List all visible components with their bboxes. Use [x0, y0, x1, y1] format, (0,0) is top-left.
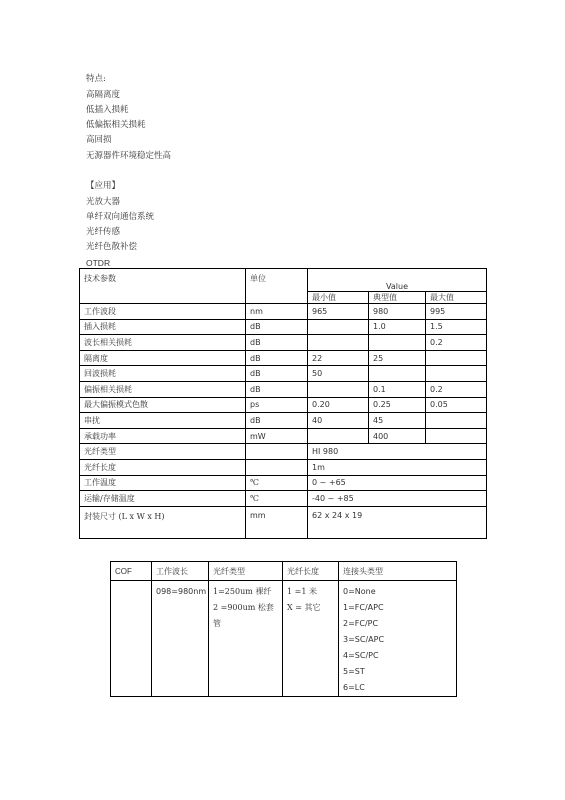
unit-cell: dB	[246, 381, 308, 397]
param-cell: 工作温度	[80, 475, 246, 491]
fiber-type-option: 1=250um 裸纤	[213, 587, 272, 596]
max-cell: 995	[426, 304, 487, 320]
typ-cell	[369, 366, 426, 382]
feature-item: 无源器件环境稳定性高	[86, 151, 172, 161]
param-cell: 偏振相关损耗	[80, 381, 246, 397]
application-item: OTDR	[86, 258, 111, 268]
value-cell: HI 980	[308, 444, 487, 460]
fiber-length-option: 1 =1 米	[287, 587, 317, 596]
min-cell: 40	[308, 413, 369, 429]
param-cell: 封装尺寸 (L x W x H)	[80, 506, 246, 538]
order-table	[110, 561, 457, 697]
value-cell: 62 x 24 x 19	[308, 506, 487, 538]
param-cell: 串扰	[80, 413, 246, 429]
table-row	[80, 335, 487, 351]
unit-cell	[246, 444, 308, 460]
typ-cell: 400	[369, 428, 426, 444]
param-cell: 隔离度	[80, 350, 246, 366]
unit-cell	[246, 459, 308, 475]
param-cell: 波长相关损耗	[80, 335, 246, 351]
connector-option: 0=None	[343, 587, 376, 596]
typ-cell: 1.0	[369, 319, 426, 335]
max-cell	[426, 350, 487, 366]
table-row	[80, 428, 487, 444]
table-row	[80, 350, 487, 366]
unit-cell: dB	[246, 366, 308, 382]
value-header: Value	[308, 269, 487, 292]
application-item: 光纤传感	[86, 227, 121, 237]
typ-cell: 45	[369, 413, 426, 429]
param-cell: 最大偏振模式色散	[80, 397, 246, 413]
applications-title: 【应用】	[86, 181, 121, 191]
table-row	[80, 381, 487, 397]
wavelength-cell	[152, 581, 209, 697]
features-title: 特点:	[86, 74, 106, 84]
min-cell	[308, 319, 369, 335]
typ-cell	[369, 335, 426, 351]
table-row	[80, 506, 487, 538]
unit-cell: ps	[246, 397, 308, 413]
unit-cell: mW	[246, 428, 308, 444]
order-body-row	[111, 581, 457, 697]
param-cell: 插入损耗	[80, 319, 246, 335]
fiber-length-header: 光纤长度	[283, 562, 339, 581]
table-row	[80, 304, 487, 320]
min-cell: 0.20	[308, 397, 369, 413]
typ-cell: 980	[369, 304, 426, 320]
unit-cell: dB	[246, 413, 308, 429]
feature-item: 高回损	[86, 135, 112, 145]
min-header: 最小值	[308, 292, 369, 304]
min-cell	[308, 428, 369, 444]
table-row	[80, 491, 487, 507]
connector-option: 3=SC/APC	[343, 635, 385, 644]
application-item: 单纤双向通信系统	[86, 212, 155, 222]
feature-item: 低插入损耗	[86, 105, 129, 115]
fiber-type-cell	[209, 581, 283, 697]
feature-item: 高隔离度	[86, 90, 121, 100]
unit-cell: mm	[246, 506, 308, 538]
max-header: 最大值	[426, 292, 487, 304]
max-cell	[426, 366, 487, 382]
unit-cell: ℃	[246, 475, 308, 491]
cof-header: COF	[111, 562, 152, 581]
table-row	[80, 475, 487, 491]
connector-option: 4=SC/PC	[343, 651, 379, 660]
connector-header: 连接头类型	[339, 562, 457, 581]
max-cell: 0.2	[426, 335, 487, 351]
connector-option: 6=LC	[343, 683, 365, 692]
table-row	[80, 366, 487, 382]
param-cell: 工作波段	[80, 304, 246, 320]
spec-table	[79, 268, 487, 539]
application-item: 光纤色散补偿	[86, 242, 138, 252]
connector-option: 1=FC/APC	[343, 603, 384, 612]
max-cell: 0.2	[426, 381, 487, 397]
min-cell: 50	[308, 366, 369, 382]
typ-cell: 0.25	[369, 397, 426, 413]
table-row	[80, 459, 487, 475]
value-cell: 0 ~ +65	[308, 475, 487, 491]
min-cell: 965	[308, 304, 369, 320]
min-cell	[308, 381, 369, 397]
param-cell: 回波损耗	[80, 366, 246, 382]
unit-cell: nm	[246, 304, 308, 320]
table-row	[80, 319, 487, 335]
unit-cell: dB	[246, 319, 308, 335]
value-cell: 1m	[308, 459, 487, 475]
feature-item: 低偏振相关损耗	[86, 120, 146, 130]
connector-option: 5=ST	[343, 667, 365, 676]
param-cell: 运输/存储温度	[80, 491, 246, 507]
wavelength-value: 098=980nm	[156, 587, 207, 596]
connector-cell	[339, 581, 457, 697]
order-header-row	[111, 562, 457, 581]
max-cell: 1.5	[426, 319, 487, 335]
max-cell	[426, 413, 487, 429]
max-cell: 0.05	[426, 397, 487, 413]
fiber-length-option: X = 其它	[287, 603, 321, 612]
fiber-length-cell	[283, 581, 339, 697]
wavelength-header: 工作波长	[152, 562, 209, 581]
param-cell: 光纤类型	[80, 444, 246, 460]
table-row	[80, 397, 487, 413]
param-cell: 光纤长度	[80, 459, 246, 475]
min-cell: 22	[308, 350, 369, 366]
unit-cell: dB	[246, 335, 308, 351]
fiber-type-option: 2 =900um 松套管	[213, 603, 274, 628]
max-cell	[426, 428, 487, 444]
table-row	[80, 444, 487, 460]
param-header: 技术参数	[80, 269, 246, 304]
spec-header-row	[80, 269, 487, 292]
typ-header: 典型值	[369, 292, 426, 304]
value-cell: -40 ~ +85	[308, 491, 487, 507]
unit-cell: ℃	[246, 491, 308, 507]
cof-cell	[111, 581, 152, 697]
table-row	[80, 413, 487, 429]
connector-option: 2=FC/PC	[343, 619, 379, 628]
fiber-type-header: 光纤类型	[209, 562, 283, 581]
unit-header: 单位	[246, 269, 308, 304]
param-cell: 承载功率	[80, 428, 246, 444]
unit-cell: dB	[246, 350, 308, 366]
typ-cell: 0.1	[369, 381, 426, 397]
min-cell	[308, 335, 369, 351]
typ-cell: 25	[369, 350, 426, 366]
application-item: 光放大器	[86, 197, 121, 207]
